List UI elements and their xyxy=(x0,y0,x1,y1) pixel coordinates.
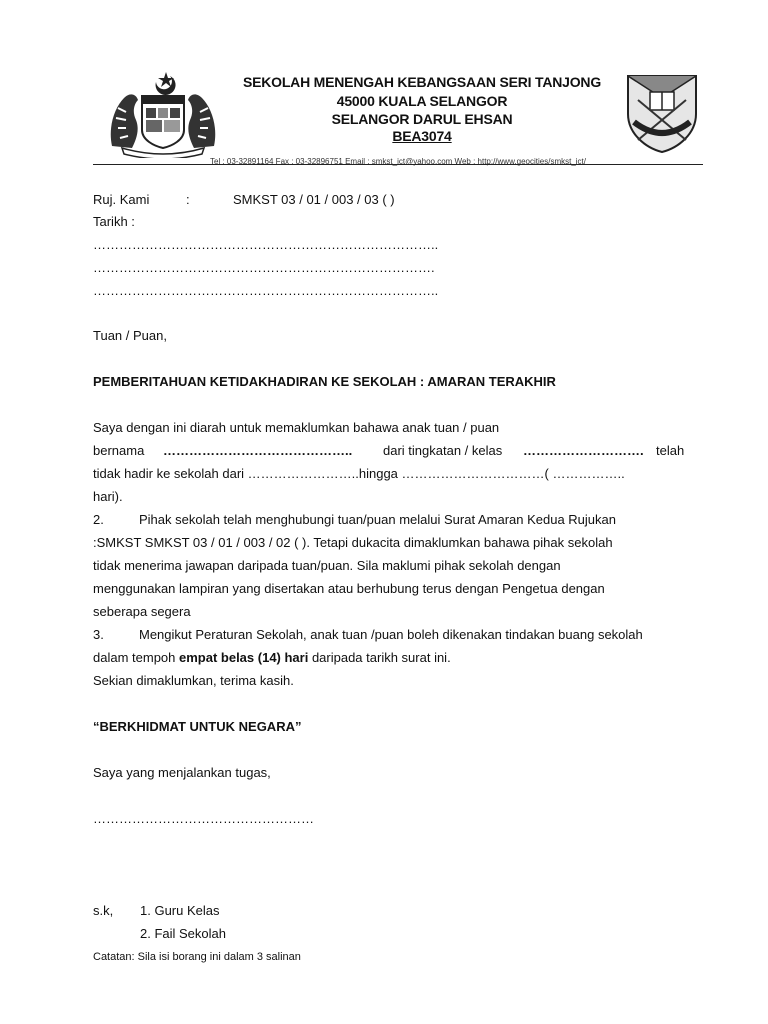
motto: “BERKHIDMAT UNTUK NEGARA” xyxy=(93,719,302,734)
letterhead-divider xyxy=(93,164,703,165)
deadline-emphasis: empat belas (14) hari xyxy=(179,650,309,665)
reference-value: SMKST 03 / 01 / 003 / 03 ( ) xyxy=(233,192,395,207)
signoff: Saya yang menjalankan tugas, xyxy=(93,765,271,780)
cc-item: 2. Fail Sekolah xyxy=(140,926,226,941)
address-line: ……………………………………………………………………. xyxy=(93,260,435,275)
paragraph3-line: dalam tempoh empat belas (14) hari daripada tarikh surat ini. xyxy=(93,650,451,665)
paragraph2-line: seberapa segera xyxy=(93,604,191,619)
class-blank: ………………………. xyxy=(523,443,644,458)
school-state: SELANGOR DARUL EHSAN xyxy=(331,111,513,127)
paragraph2-line: :SMKST SMKST 03 / 01 / 003 / 02 ( ). Tetapi dukacita dimaklumkan bahawa pihak sekolah xyxy=(93,535,613,550)
paragraph3-line: 3. Mengikut Peraturan Sekolah, anak tuan /puan boleh dikenakan tindakan buang sekolah xyxy=(93,627,643,642)
note: Catatan: Sila isi borang ini dalam 3 salinan xyxy=(93,951,301,963)
paragraph2-line: 2. Pihak sekolah telah menghubungi tuan/puan melalui Surat Amaran Kedua Rujukan xyxy=(93,512,616,527)
malaysia-coat-of-arms-icon xyxy=(106,68,220,158)
school-code: BEA3074 xyxy=(392,128,452,144)
contact-info: Tel : 03-32891164 Fax : 03-32896751 Email : smkst_ict@yahoo.com Web : http://www.geocities/smkst_ict/ xyxy=(210,157,586,166)
closing-line: Sekian dimaklumkan, terima kasih. xyxy=(93,673,294,688)
reference-colon: : xyxy=(186,192,190,207)
school-name: SEKOLAH MENENGAH KEBANGSAAN SERI TANJONG xyxy=(242,74,602,90)
school-crest-icon xyxy=(622,70,702,154)
cc-label: s.k, xyxy=(93,903,114,918)
paragraph1-line: Saya dengan ini diarah untuk memaklumkan bahawa anak tuan / puan xyxy=(93,420,500,435)
paragraph2-line: tidak menerima jawapan daripada tuan/puan. Sila maklumi pihak sekolah dengan xyxy=(93,558,561,573)
signature-line: …………………………………………… xyxy=(93,811,314,826)
address-line: …………………………………………………………………….. xyxy=(93,283,439,298)
paragraph1-line: bernama …………………………………….. dari tingkatan / kelas ………………………. telah xyxy=(93,443,685,458)
salutation: Tuan / Puan, xyxy=(93,328,167,343)
reference-row xyxy=(93,192,395,208)
reference-label: Ruj. Kami xyxy=(93,192,150,207)
paragraph1-line: tidak hadir ke sekolah dari ……………………..hingga ……………………………( …………….. xyxy=(93,466,625,481)
letter-subject: PEMBERITAHUAN KETIDAKHADIRAN KE SEKOLAH : AMARAN TERAKHIR xyxy=(93,374,556,389)
cc-row xyxy=(93,903,220,919)
paragraph2-number: 2. xyxy=(93,512,104,527)
address-line: …………………………………………………………………….. xyxy=(93,237,439,252)
date-label: Tarikh : xyxy=(93,214,135,229)
paragraph2-line: menggunakan lampiran yang disertakan atau berhubung terus dengan Pengetua dengan xyxy=(93,581,605,596)
school-postcode-city: 45000 KUALA SELANGOR xyxy=(336,93,508,109)
paragraph3-number: 3. xyxy=(93,627,104,642)
paragraph1-line: hari). xyxy=(93,489,123,504)
cc-item: 1. Guru Kelas xyxy=(140,903,220,918)
name-blank: …………………………………….. xyxy=(163,443,353,458)
